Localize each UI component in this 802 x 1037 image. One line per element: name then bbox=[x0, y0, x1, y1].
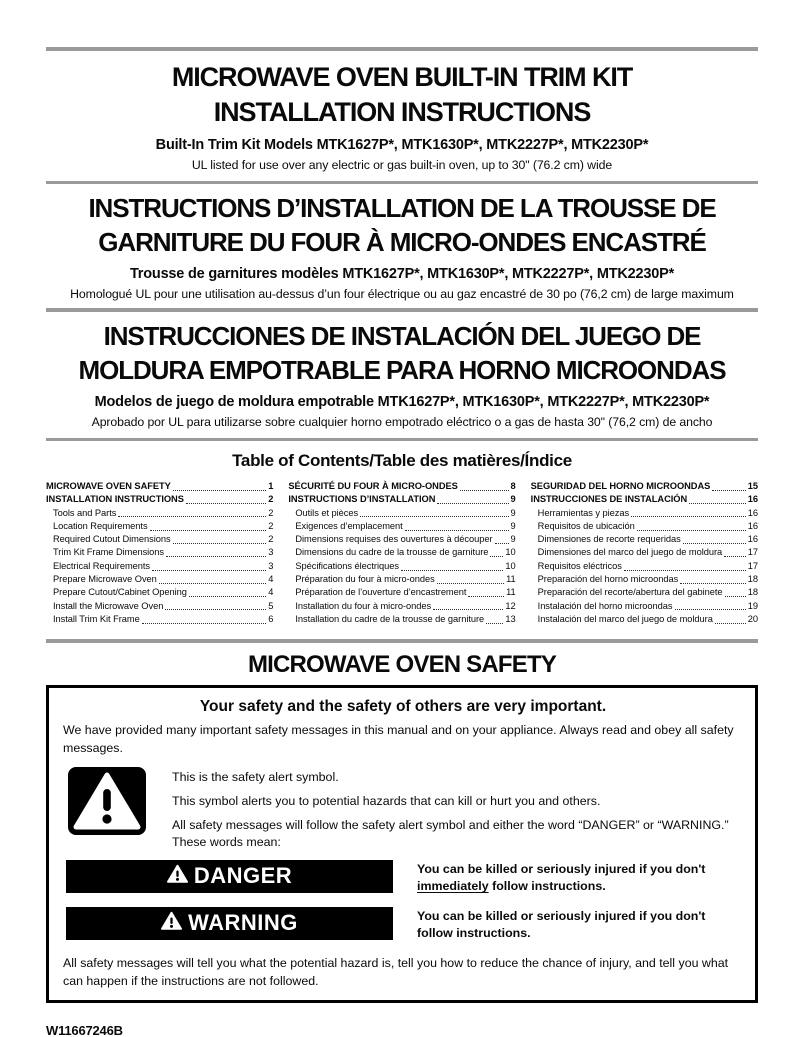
toc-dotted-leader bbox=[680, 583, 746, 584]
toc-entry-page: 11 bbox=[506, 574, 516, 585]
toc-column-english bbox=[46, 480, 273, 626]
toc-entry bbox=[531, 533, 758, 546]
toc-dotted-leader bbox=[152, 570, 266, 571]
toc-entry bbox=[288, 533, 515, 546]
danger-label: DANGER bbox=[193, 863, 293, 889]
toc-entry bbox=[531, 520, 758, 533]
toc-entry bbox=[531, 480, 758, 493]
toc-entry-page: 10 bbox=[505, 547, 516, 558]
toc-entry-page: 1 bbox=[268, 481, 274, 491]
toc-entry-label: MICROWAVE OVEN SAFETY bbox=[46, 481, 171, 491]
header-spanish bbox=[46, 319, 758, 429]
toc-dotted-leader bbox=[437, 583, 504, 584]
toc-dotted-leader bbox=[495, 543, 509, 544]
toc-title: Table of Contents/Table des matières/Índice bbox=[232, 451, 572, 470]
toc-dotted-leader bbox=[165, 609, 266, 610]
divider bbox=[46, 47, 758, 51]
toc-entry bbox=[288, 480, 515, 493]
toc-entry-label: Dimensiones de recorte requeridas bbox=[537, 534, 681, 545]
toc-dotted-leader bbox=[624, 570, 746, 571]
ul-note-en: UL listed for use over any electric or gas built-in oven, up to 30" (76.2 cm) wide bbox=[191, 157, 613, 172]
divider bbox=[46, 181, 758, 185]
toc-entry-page: 4 bbox=[268, 574, 274, 585]
toc-dotted-leader bbox=[433, 609, 503, 610]
toc-entry-page: 17 bbox=[747, 560, 758, 571]
toc-entry-page: 19 bbox=[747, 600, 758, 611]
toc-entry-page: 12 bbox=[505, 600, 516, 611]
toc-entry-label: Outils et pièces bbox=[295, 507, 359, 518]
danger-text-underlined: immediately bbox=[417, 879, 489, 894]
toc-entry-label: Prepare Cutout/Cabinet Opening bbox=[53, 587, 187, 598]
toc-entry-label: Spécifications électriques bbox=[295, 560, 399, 571]
toc-dotted-leader bbox=[712, 490, 745, 491]
ul-note-fr: Homologué UL pour une utilisation au-dessus d’un four électrique ou au gaz encastré de 30 po (76,2 cm) de large maximum bbox=[70, 287, 734, 301]
toc-entry-label: Instalación del horno microondas bbox=[537, 600, 673, 611]
table-of-contents bbox=[46, 480, 758, 626]
toc-entry bbox=[531, 573, 758, 586]
safety-outro: All safety messages will tell you what the potential hazard is, tell you how to reduce the chance of injury, and tell you what can happen if the instructions are not followed. bbox=[63, 955, 729, 988]
toc-entry-page: 6 bbox=[268, 613, 274, 624]
title-en-line2: INSTALLATION INSTRUCTIONS bbox=[213, 96, 591, 127]
toc-dotted-leader bbox=[725, 596, 746, 597]
toc-entry bbox=[46, 600, 273, 613]
toc-entry-label: Requisitos de ubicación bbox=[537, 520, 635, 531]
toc-entry-label: Requisitos eléctricos bbox=[537, 560, 622, 571]
toc-entry-page: 16 bbox=[747, 494, 758, 505]
toc-entry bbox=[46, 493, 273, 506]
toc-dotted-leader bbox=[186, 503, 266, 504]
title-en-line1: MICROWAVE OVEN BUILT-IN TRIM KIT bbox=[171, 61, 633, 92]
toc-dotted-leader bbox=[683, 543, 746, 544]
toc-entry bbox=[46, 520, 273, 533]
toc-dotted-leader bbox=[150, 530, 267, 531]
warning-text: You can be killed or seriously injured if you don't follow instructions. bbox=[417, 908, 706, 941]
toc-entry bbox=[288, 493, 515, 506]
toc-dotted-leader bbox=[468, 596, 504, 597]
toc-entry-page: 16 bbox=[747, 534, 758, 545]
toc-entry-label: Dimensiones del marco del juego de moldura bbox=[537, 547, 723, 558]
toc-dotted-leader bbox=[401, 570, 503, 571]
toc-dotted-leader bbox=[490, 556, 503, 557]
toc-entry-page: 16 bbox=[747, 520, 758, 531]
toc-entry-label: Prepare Microwave Oven bbox=[53, 574, 157, 585]
toc-dotted-leader bbox=[460, 490, 509, 491]
toc-entry bbox=[46, 507, 273, 520]
title-es-line2: MOLDURA EMPOTRABLE PARA HORNO MICROONDAS bbox=[78, 354, 726, 385]
toc-entry bbox=[46, 480, 273, 493]
toc-entry-page: 9 bbox=[510, 520, 516, 531]
models-en: Built-In Trim Kit Models MTK1627P*, MTK1630P*, MTK2227P*, MTK2230P* bbox=[155, 136, 649, 153]
ul-note-es: Aprobado por UL para utilizarse sobre cualquier horno empotrado eléctrico o a gas de hasta 30" (76,2 cm) de ancho bbox=[91, 414, 713, 429]
document-number: W11667246B bbox=[46, 1022, 123, 1037]
toc-dotted-leader bbox=[724, 556, 746, 557]
toc-dotted-leader bbox=[142, 623, 266, 624]
toc-entry bbox=[288, 613, 515, 626]
toc-entry-page: 11 bbox=[506, 587, 516, 598]
divider bbox=[46, 639, 758, 643]
models-fr: Trousse de garnitures modèles MTK1627P*, MTK1630P*, MTK2227P*, MTK2230P* bbox=[129, 266, 675, 282]
toc-dotted-leader bbox=[189, 596, 266, 597]
danger-row bbox=[63, 860, 743, 896]
toc-entry-label: INSTRUCCIONES DE INSTALACIÓN bbox=[530, 494, 688, 505]
toc-dotted-leader bbox=[173, 543, 267, 544]
safety-alert-icon bbox=[68, 767, 146, 851]
page-title-fr bbox=[46, 191, 758, 259]
toc-entry-page: 17 bbox=[747, 547, 758, 558]
warning-banner bbox=[66, 907, 393, 940]
toc-entry-page: 2 bbox=[268, 507, 274, 518]
toc-entry-label: Dimensions requises des ouvertures à découper bbox=[295, 534, 493, 545]
toc-entry-label: Required Cutout Dimensions bbox=[53, 534, 171, 545]
toc-entry-page: 2 bbox=[268, 534, 274, 545]
toc-entry bbox=[46, 573, 273, 586]
divider bbox=[46, 308, 758, 312]
danger-text-pre: You can be killed or seriously injured if you don't bbox=[417, 861, 706, 876]
toc-entry-label: SEGURIDAD DEL HORNO MICROONDAS bbox=[530, 481, 711, 491]
toc-dotted-leader bbox=[360, 516, 508, 517]
header-french bbox=[46, 191, 758, 301]
warning-row bbox=[63, 907, 743, 943]
toc-entry-label: Location Requirements bbox=[53, 520, 148, 531]
header-english bbox=[46, 60, 758, 172]
toc-entry-label: Exigences d’emplacement bbox=[295, 520, 403, 531]
toc-dotted-leader bbox=[159, 583, 266, 584]
toc-entry-label: Installation du four à micro-ondes bbox=[295, 600, 432, 611]
toc-entry-label: Electrical Requirements bbox=[53, 560, 151, 571]
warning-label: WARNING bbox=[188, 910, 298, 936]
toc-entry-label: Tools and Parts bbox=[53, 507, 117, 518]
toc-entry bbox=[531, 586, 758, 599]
toc-entry-label: Herramientas y piezas bbox=[537, 507, 630, 518]
warning-triangle-icon bbox=[161, 911, 182, 935]
alert-line-3: All safety messages will follow the safety alert symbol and either the word “DANGER” or “WARNING.” bbox=[172, 817, 729, 832]
toc-entry-label: Installation du cadre de la trousse de garniture bbox=[295, 613, 485, 624]
models-es: Modelos de juego de moldura empotrable MTK1627P*, MTK1630P*, MTK2227P*, MTK2230P* bbox=[94, 393, 710, 410]
toc-entry bbox=[288, 507, 515, 520]
title-es-line1: INSTRUCCIONES DE INSTALACIÓN DEL JUEGO DE bbox=[103, 320, 701, 351]
safety-box bbox=[46, 685, 758, 1003]
toc-entry-page: 8 bbox=[510, 481, 516, 491]
toc-dotted-leader bbox=[405, 530, 509, 531]
toc-dotted-leader bbox=[689, 503, 746, 504]
toc-entry-label: Dimensions du cadre de la trousse de garniture bbox=[295, 547, 489, 558]
toc-entry-label: INSTALLATION INSTRUCTIONS bbox=[46, 494, 184, 505]
toc-entry-page: 16 bbox=[747, 507, 758, 518]
toc-entry-label: Preparación del recorte/abertura del gabinete bbox=[537, 587, 723, 598]
safety-alert-row bbox=[63, 767, 743, 851]
toc-dotted-leader bbox=[675, 609, 746, 610]
toc-entry bbox=[531, 613, 758, 626]
toc-entry bbox=[531, 600, 758, 613]
toc-entry bbox=[288, 560, 515, 573]
toc-dotted-leader bbox=[166, 556, 266, 557]
page-title-en bbox=[46, 60, 758, 130]
safety-alert-text bbox=[172, 767, 729, 851]
toc-column-spanish bbox=[531, 480, 758, 626]
title-fr-line1: INSTRUCTIONS D’INSTALLATION DE LA TROUSSE DE bbox=[88, 193, 716, 223]
danger-text-post: follow instructions. bbox=[488, 879, 606, 894]
page-title-es bbox=[46, 319, 758, 387]
toc-entry-label: Instalación del marco del juego de moldura bbox=[537, 613, 713, 624]
toc-entry-label: Preparación del horno microondas bbox=[537, 574, 679, 585]
toc-dotted-leader bbox=[118, 516, 266, 517]
toc-entry bbox=[46, 533, 273, 546]
toc-entry-page: 3 bbox=[268, 547, 274, 558]
toc-entry-page: 13 bbox=[505, 613, 516, 624]
danger-banner bbox=[66, 860, 393, 893]
toc-entry bbox=[531, 560, 758, 573]
alert-line-2: This symbol alerts you to potential hazards that can kill or hurt you and others. bbox=[172, 793, 601, 808]
safety-intro: We have provided many important safety messages in this manual and on your appliance. Always read and obey all safety messages. bbox=[63, 722, 734, 755]
toc-dotted-leader bbox=[437, 503, 508, 504]
toc-dotted-leader bbox=[637, 530, 746, 531]
toc-entry bbox=[288, 586, 515, 599]
toc-entry-label: SÉCURITÉ DU FOUR À MICRO-ONDES bbox=[288, 481, 458, 491]
toc-entry-page: 20 bbox=[747, 613, 758, 624]
danger-text bbox=[417, 860, 743, 896]
toc-entry-page: 3 bbox=[268, 560, 274, 571]
toc-entry-page: 5 bbox=[268, 600, 274, 611]
toc-entry bbox=[531, 507, 758, 520]
toc-entry-page: 15 bbox=[747, 481, 758, 491]
toc-entry-page: 2 bbox=[268, 520, 274, 531]
toc-entry bbox=[288, 546, 515, 559]
toc-entry-label: Install the Microwave Oven bbox=[53, 600, 164, 611]
toc-entry bbox=[531, 493, 758, 506]
toc-entry-page: 9 bbox=[510, 494, 516, 505]
toc-column-french bbox=[288, 480, 515, 626]
title-fr-line2: GARNITURE DU FOUR À MICRO-ONDES ENCASTRÉ bbox=[98, 227, 706, 257]
toc-entry bbox=[288, 573, 515, 586]
warning-triangle-icon bbox=[167, 864, 188, 888]
toc-dotted-leader bbox=[173, 490, 266, 491]
toc-entry bbox=[46, 613, 273, 626]
alert-line-1: This is the safety alert symbol. bbox=[172, 769, 339, 784]
toc-entry-label: Préparation du four à micro-ondes bbox=[295, 574, 435, 585]
safety-box-title: Your safety and the safety of others are very important. bbox=[199, 697, 607, 715]
alert-line-4: These words mean: bbox=[172, 834, 281, 849]
toc-entry-page: 9 bbox=[510, 534, 516, 545]
toc-entry-page: 10 bbox=[505, 560, 516, 571]
toc-dotted-leader bbox=[486, 623, 503, 624]
toc-entry-label: Install Trim Kit Frame bbox=[53, 613, 140, 624]
toc-entry-page: 9 bbox=[510, 507, 516, 518]
toc-entry-page: 18 bbox=[747, 574, 758, 585]
safety-section-title: MICROWAVE OVEN SAFETY bbox=[247, 650, 557, 678]
toc-dotted-leader bbox=[631, 516, 746, 517]
toc-entry bbox=[46, 546, 273, 559]
toc-entry bbox=[288, 600, 515, 613]
toc-entry-label: INSTRUCTIONS D’INSTALLATION bbox=[288, 494, 436, 505]
toc-entry bbox=[531, 546, 758, 559]
toc-entry-label: Trim Kit Frame Dimensions bbox=[53, 547, 165, 558]
toc-entry bbox=[288, 520, 515, 533]
toc-entry-page: 2 bbox=[268, 494, 274, 505]
toc-entry-page: 18 bbox=[747, 587, 758, 598]
toc-entry-label: Préparation de l’ouverture d’encastrement bbox=[295, 587, 467, 598]
toc-entry bbox=[46, 560, 273, 573]
toc-entry-page: 4 bbox=[268, 587, 274, 598]
toc-dotted-leader bbox=[715, 623, 746, 624]
divider bbox=[46, 438, 758, 442]
toc-entry bbox=[46, 586, 273, 599]
